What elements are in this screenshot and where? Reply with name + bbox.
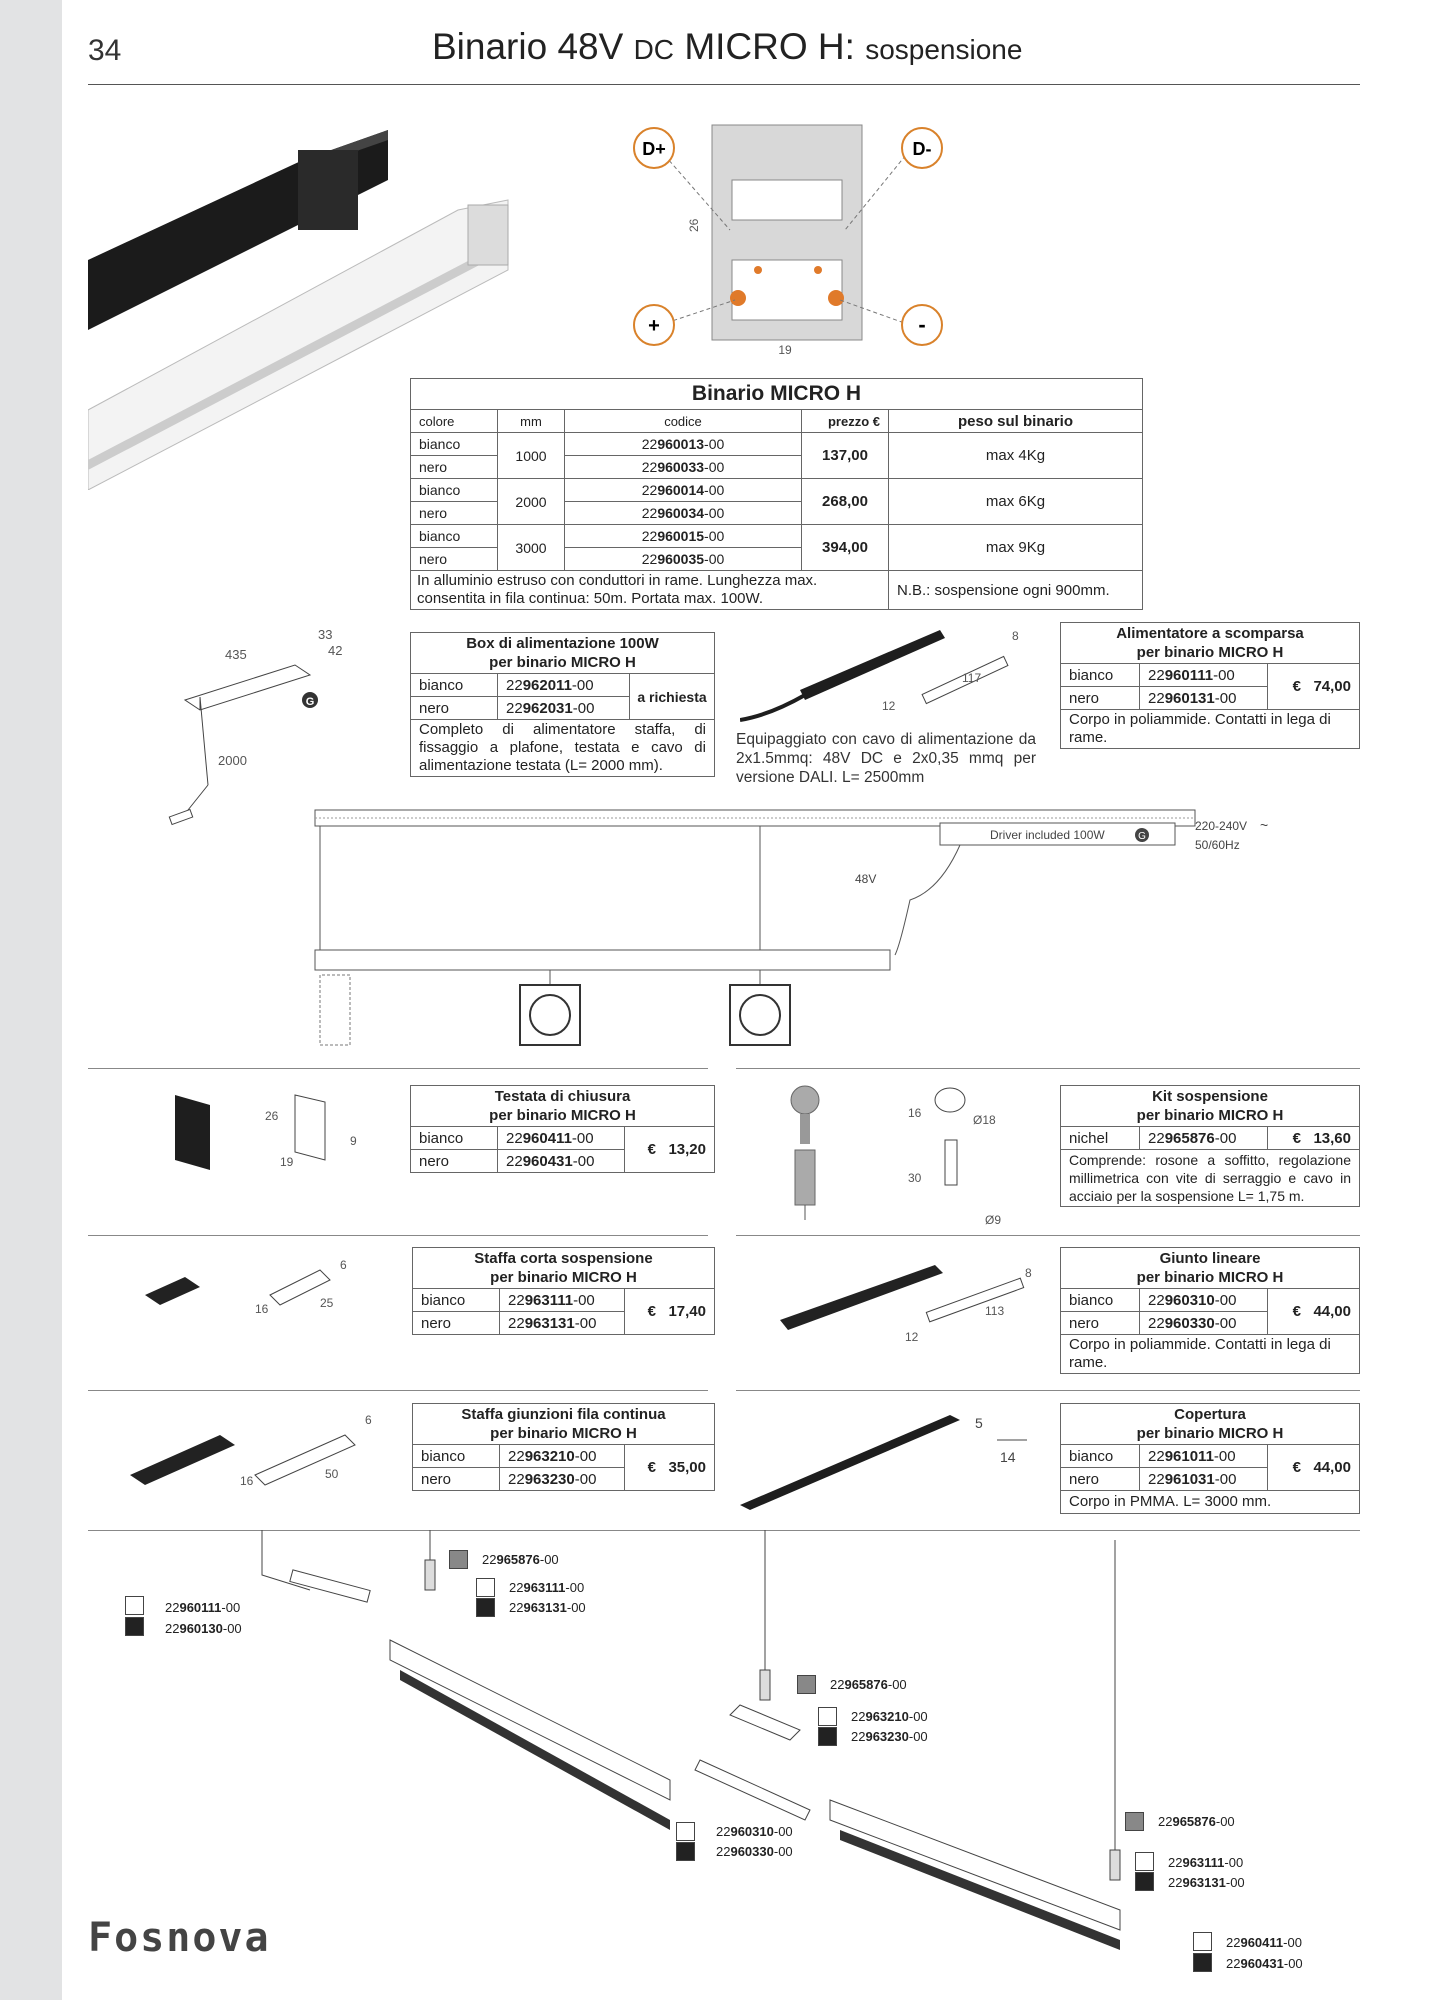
dim-50: 50: [325, 1467, 339, 1481]
brand-logo: Fosnova: [88, 1915, 271, 1961]
testata-price: € 13,20: [624, 1127, 714, 1173]
testata-drawing: [165, 1090, 365, 1180]
assembly-code: 22963111-00: [509, 1580, 585, 1595]
staffa-giunz-price: € 35,00: [625, 1445, 715, 1491]
staffa-corta-colore: bianco: [413, 1289, 500, 1312]
main-note-right: N.B.: sospensione ogni 900mm.: [889, 571, 1143, 610]
dim-16: 16: [240, 1474, 254, 1488]
dim-12: 12: [905, 1330, 919, 1344]
giunto-note: Corpo in poliammide. Contatti in lega di rame.: [1061, 1335, 1360, 1374]
staffa-giunz-code: 22963210-00: [500, 1445, 625, 1468]
dim-30: 30: [908, 1171, 922, 1185]
row-peso: max 6Kg: [889, 479, 1143, 525]
dim-19: 19: [280, 1155, 294, 1169]
copertura-note: Corpo in PMMA. L= 3000 mm.: [1061, 1491, 1360, 1514]
box-title: Box di alimentazione 100W per binario MICRO H: [411, 633, 715, 674]
assembly-code: 22965876-00: [482, 1552, 559, 1567]
staffa-giunz-code: 22963230-00: [500, 1468, 625, 1491]
staffa-giunz-colore: bianco: [413, 1445, 500, 1468]
box-availability: a richiesta: [630, 674, 715, 720]
testata-title: Testata di chiusura per binario MICRO H: [411, 1086, 715, 1127]
staffa-giunz-colore: nero: [413, 1468, 500, 1491]
box-colore: bianco: [411, 674, 498, 697]
kit-note: Comprende: rosone a soffitto, regolazione millimetrica con vite di serraggio e cavo in acciaio per la sospensione L= 1,75 m.: [1061, 1150, 1360, 1207]
giunto-colore: nero: [1061, 1312, 1140, 1335]
dim-42: 42: [328, 643, 343, 658]
alim-code: 22960131-00: [1140, 687, 1268, 710]
row-mm: 3000: [498, 525, 565, 571]
assembly-code: 22960431-00: [1226, 1956, 1303, 1971]
kit-title: Kit sospensione per binario MICRO H: [1061, 1086, 1360, 1127]
row-mm: 1000: [498, 433, 565, 479]
copertura-title: Copertura per binario MICRO H: [1061, 1404, 1360, 1445]
giunto-title: Giunto lineare per binario MICRO H: [1061, 1248, 1360, 1289]
dim-26: 26: [265, 1109, 279, 1123]
dim-8: 8: [1025, 1266, 1032, 1280]
staffa-corta-table: [412, 1247, 715, 1335]
testata-table: [410, 1085, 715, 1173]
main-note-left: In alluminio estruso con conduttori in rame. Lunghezza max. consentita in fila continua: 50m. Portata max. 100W.: [411, 571, 889, 610]
box-note: Completo di alimentatore staffa, di fissaggio a plafone, testata e cavo di alimentazione testata (L= 2000 mm).: [411, 720, 715, 777]
assembly-code: 22960111-00: [165, 1600, 241, 1615]
alim-code: 22960111-00: [1140, 664, 1268, 687]
copertura-drawing: [735, 1410, 1055, 1510]
row-colore: nero: [411, 456, 498, 479]
copertura-colore: bianco: [1061, 1445, 1140, 1468]
col-codice: codice: [565, 410, 802, 433]
row-code: 22960013-00: [565, 433, 802, 456]
dim-width: 19: [778, 343, 792, 357]
giunto-drawing: [775, 1255, 1045, 1345]
staffa-corta-colore: nero: [413, 1312, 500, 1335]
dim-height: 26: [687, 218, 701, 232]
row-colore: nero: [411, 548, 498, 571]
staffa-giunz-drawing: [125, 1410, 385, 1500]
copertura-table: [1060, 1403, 1360, 1514]
staffa-giunz-table: [412, 1403, 715, 1491]
dim-12: 12: [882, 699, 896, 713]
testata-code: 22960411-00: [498, 1127, 625, 1150]
dim-117: 117: [962, 671, 982, 685]
page-number: 34: [88, 34, 122, 67]
assembly-code: 22960330-00: [716, 1844, 793, 1859]
col-prezzo: prezzo €: [802, 410, 889, 433]
color-swatch-white: [1135, 1852, 1154, 1871]
copertura-colore: nero: [1061, 1468, 1140, 1491]
box-drawing: [150, 625, 350, 835]
assembly-code: 22963131-00: [509, 1600, 586, 1615]
alim-title: Alimentatore a scomparsa per binario MICRO H: [1061, 623, 1360, 664]
installation-diagram: [310, 805, 1310, 1065]
color-swatch-nickel: [797, 1675, 816, 1694]
color-swatch-white: [1193, 1932, 1212, 1951]
color-swatch-white: [818, 1707, 837, 1726]
dim-18: Ø18: [973, 1113, 996, 1127]
color-swatch-black: [125, 1617, 144, 1636]
row-code: 22960015-00: [565, 525, 802, 548]
dim-14: 14: [1000, 1449, 1016, 1465]
giunto-colore: bianco: [1061, 1289, 1140, 1312]
row-code: 22960035-00: [565, 548, 802, 571]
col-colore: colore: [411, 410, 498, 433]
staffa-corta-code: 22963111-00: [500, 1289, 625, 1312]
header-rule: [88, 84, 1360, 85]
g-mark: G: [305, 696, 315, 708]
kit-code: 22965876-00: [1140, 1127, 1268, 1150]
color-swatch-white: [476, 1578, 495, 1597]
col-peso: peso sul binario: [889, 410, 1143, 433]
separator: [88, 1235, 708, 1236]
row-code: 22960014-00: [565, 479, 802, 502]
color-swatch-white: [125, 1596, 144, 1615]
ac-symbol: ~: [1260, 817, 1269, 833]
alimentatore-table: [1060, 622, 1360, 749]
assembly-code: 22960310-00: [716, 1824, 793, 1839]
freq-label: 50/60Hz: [1195, 838, 1240, 852]
box-code: 22962031-00: [498, 697, 630, 720]
giunto-price: € 44,00: [1268, 1289, 1360, 1335]
dim-435: 435: [225, 647, 247, 662]
assembly-code: 22963210-00: [851, 1709, 928, 1724]
row-colore: bianco: [411, 479, 498, 502]
dim-8: 8: [1012, 629, 1019, 643]
dplus-label: D+: [642, 139, 666, 159]
dim-6: 6: [340, 1258, 347, 1272]
color-swatch-black: [1193, 1953, 1212, 1972]
separator: [736, 1235, 1360, 1236]
driver-g: G: [1138, 831, 1146, 842]
assembly-code: 22960130-00: [165, 1621, 242, 1636]
giunto-table: [1060, 1247, 1360, 1374]
row-colore: nero: [411, 502, 498, 525]
feeder-description: Equipaggiato con cavo di alimentazione da 2x1.5mmq: 48V DC e 2x0,35 mmq per versione DALI. L= 2500mm: [736, 731, 1036, 786]
giunto-code: 22960310-00: [1140, 1289, 1268, 1312]
separator: [736, 1068, 1360, 1069]
dim-113: 113: [985, 1304, 1005, 1318]
row-price: 394,00: [802, 525, 889, 571]
staffa-corta-drawing: [140, 1255, 360, 1335]
box-code: 22962011-00: [498, 674, 630, 697]
kit-price: € 13,60: [1268, 1127, 1360, 1150]
col-mm: mm: [498, 410, 565, 433]
color-swatch-black: [1135, 1872, 1154, 1891]
kit-table: [1060, 1085, 1360, 1207]
box-table: [410, 632, 715, 777]
giunto-code: 22960330-00: [1140, 1312, 1268, 1335]
staffa-giunz-title: Staffa giunzioni fila continua per binario MICRO H: [413, 1404, 715, 1445]
kit-colore: nichel: [1061, 1127, 1140, 1150]
dim-9: 9: [350, 1134, 357, 1148]
dim-5: 5: [975, 1415, 983, 1431]
staffa-corta-code: 22963131-00: [500, 1312, 625, 1335]
assembly-code: 22960411-00: [1226, 1935, 1302, 1950]
assembly-code: 22963131-00: [1168, 1875, 1245, 1890]
voltage-label: 220-240V: [1195, 819, 1248, 833]
dim-33: 33: [318, 627, 333, 642]
color-swatch-nickel: [449, 1550, 468, 1569]
plus-label: +: [648, 315, 660, 337]
row-price: 268,00: [802, 479, 889, 525]
alim-note: Corpo in poliammide. Contatti in lega di rame.: [1061, 710, 1360, 749]
testata-colore: nero: [411, 1150, 498, 1173]
page-title: Binario 48V DC MICRO H: sospensione: [432, 26, 1023, 67]
color-swatch-black: [476, 1598, 495, 1617]
testata-colore: bianco: [411, 1127, 498, 1150]
separator: [88, 1390, 708, 1391]
main-price-table: [410, 378, 1143, 610]
dim-2000: 2000: [218, 753, 247, 768]
row-code: 22960034-00: [565, 502, 802, 525]
v48-label: 48V: [855, 872, 877, 886]
assembly-code: 22965876-00: [830, 1677, 907, 1692]
row-peso: max 9Kg: [889, 525, 1143, 571]
feeder-drawing: [740, 620, 1040, 730]
color-swatch-black: [818, 1727, 837, 1746]
row-colore: bianco: [411, 433, 498, 456]
row-price: 137,00: [802, 433, 889, 479]
dim-6: 6: [365, 1413, 372, 1427]
copertura-code: 22961011-00: [1140, 1445, 1268, 1468]
assembly-drawing: [250, 1530, 1150, 1970]
separator: [736, 1390, 1360, 1391]
color-swatch-nickel: [1125, 1812, 1144, 1831]
profile-section-diagram: [620, 120, 950, 360]
dminus-label: D-: [912, 139, 932, 159]
row-code: 22960033-00: [565, 456, 802, 479]
dim-16: 16: [255, 1302, 269, 1316]
row-mm: 2000: [498, 479, 565, 525]
box-colore: nero: [411, 697, 498, 720]
row-colore: bianco: [411, 525, 498, 548]
row-peso: max 4Kg: [889, 433, 1143, 479]
staffa-corta-price: € 17,40: [625, 1289, 715, 1335]
alim-price: € 74,00: [1268, 664, 1360, 710]
copertura-code: 22961031-00: [1140, 1468, 1268, 1491]
dim-25: 25: [320, 1296, 334, 1310]
alim-colore: nero: [1061, 687, 1140, 710]
separator: [88, 1068, 708, 1069]
page-sidebar: [0, 0, 62, 2000]
testata-code: 22960431-00: [498, 1150, 625, 1173]
staffa-corta-title: Staffa corta sospensione per binario MICRO H: [413, 1248, 715, 1289]
dim-16: 16: [908, 1106, 922, 1120]
assembly-code: 22965876-00: [1158, 1814, 1235, 1829]
assembly-code: 22963230-00: [851, 1729, 928, 1744]
kit-drawing: [770, 1080, 1020, 1230]
minus-label: -: [918, 312, 926, 337]
copertura-price: € 44,00: [1268, 1445, 1360, 1491]
driver-label: Driver included 100W: [990, 828, 1105, 842]
alim-colore: bianco: [1061, 664, 1140, 687]
color-swatch-black: [676, 1842, 695, 1861]
color-swatch-white: [676, 1822, 695, 1841]
main-table-title: Binario MICRO H: [411, 379, 1143, 410]
assembly-code: 22963111-00: [1168, 1855, 1244, 1870]
dim-9: Ø9: [985, 1213, 1002, 1227]
